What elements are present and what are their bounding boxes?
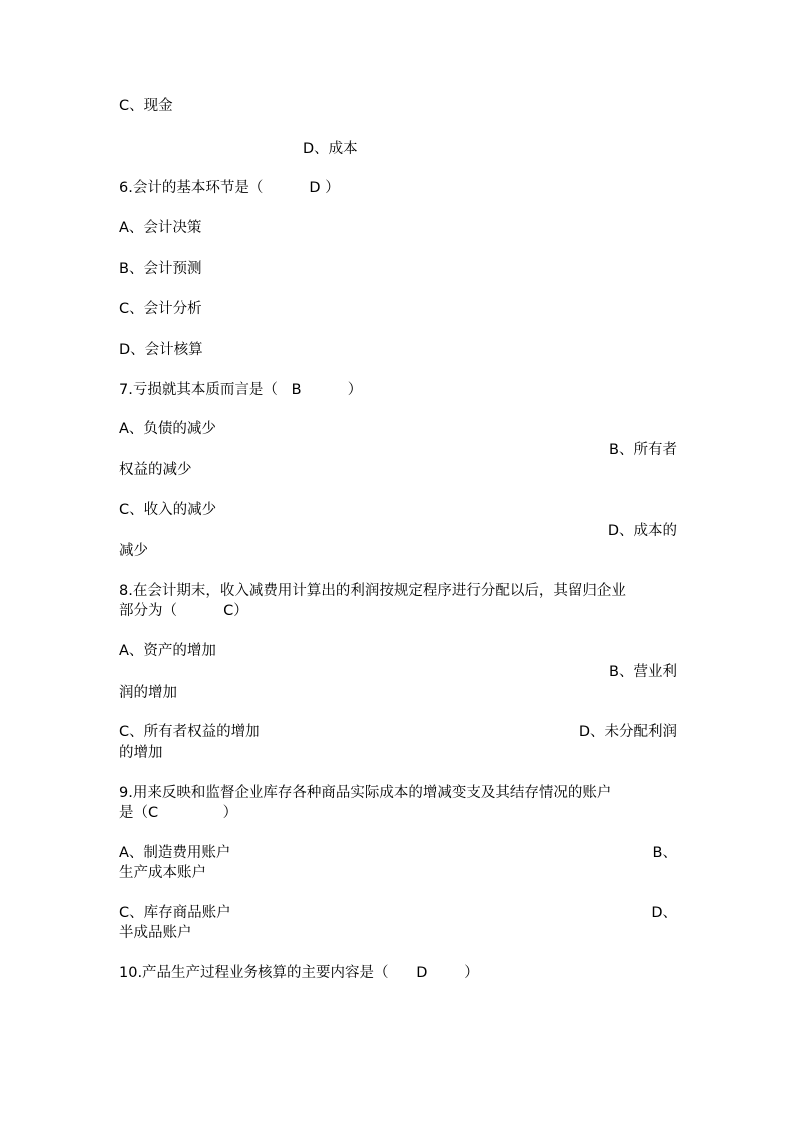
q8-option-a: A、资产的增加 [119, 643, 216, 659]
q8-option-b-continued: 润的增加 [119, 685, 177, 701]
q7-option-b-continued: 权益的减少 [119, 462, 192, 478]
q5-option-d: D、成本 [303, 141, 358, 157]
q8-option-d-continued: 的增加 [119, 745, 163, 761]
q10-stem: 10.产品生产过程业务核算的主要内容是（ D ） [119, 965, 479, 981]
q9-option-b: B、 [652, 845, 677, 861]
q9-option-b-continued: 生产成本账户 [119, 865, 206, 881]
q7-option-d: D、成本的 [607, 523, 677, 539]
q8-option-b: B、营业利 [609, 664, 677, 680]
q8-stem-line-1: 8.在会计期末，收入减费用计算出的利润按规定程序进行分配以后，其留归企业 [119, 583, 626, 599]
q8-option-c: C、所有者权益的增加 [119, 724, 260, 740]
q7-option-b: B、所有者 [609, 442, 677, 458]
q9-stem-line-1: 9.用来反映和监督企业库存各种商品实际成本的增减变支及其结存情况的账户 [119, 785, 612, 801]
q7-option-d-continued: 减少 [119, 543, 148, 559]
q6-option-a: A、会计决策 [119, 220, 202, 236]
q6-stem: 6.会计的基本环节是（ D ） [119, 180, 340, 196]
q7-option-a: A、负债的减少 [119, 421, 216, 437]
q9-option-c: C、库存商品账户 [119, 905, 231, 921]
q5-option-c: C、现金 [119, 98, 173, 114]
q8-option-d: D、未分配利润 [578, 724, 677, 740]
q9-option-d: D、 [651, 905, 677, 921]
q6-option-d: D、会计核算 [119, 342, 203, 358]
q7-option-c: C、收入的减少 [119, 502, 217, 518]
q9-option-d-continued: 半成品账户 [119, 925, 192, 941]
q6-option-c: C、会计分析 [119, 301, 202, 317]
q8-stem-line-2: 部分为（ C） [119, 603, 248, 619]
q6-option-b: B、会计预测 [119, 261, 202, 277]
q7-stem: 7.亏损就其本质而言是（ B ） [119, 382, 363, 398]
q9-option-a: A、制造费用账户 [119, 845, 231, 861]
q9-stem-line-2: 是（C ） [119, 805, 238, 821]
